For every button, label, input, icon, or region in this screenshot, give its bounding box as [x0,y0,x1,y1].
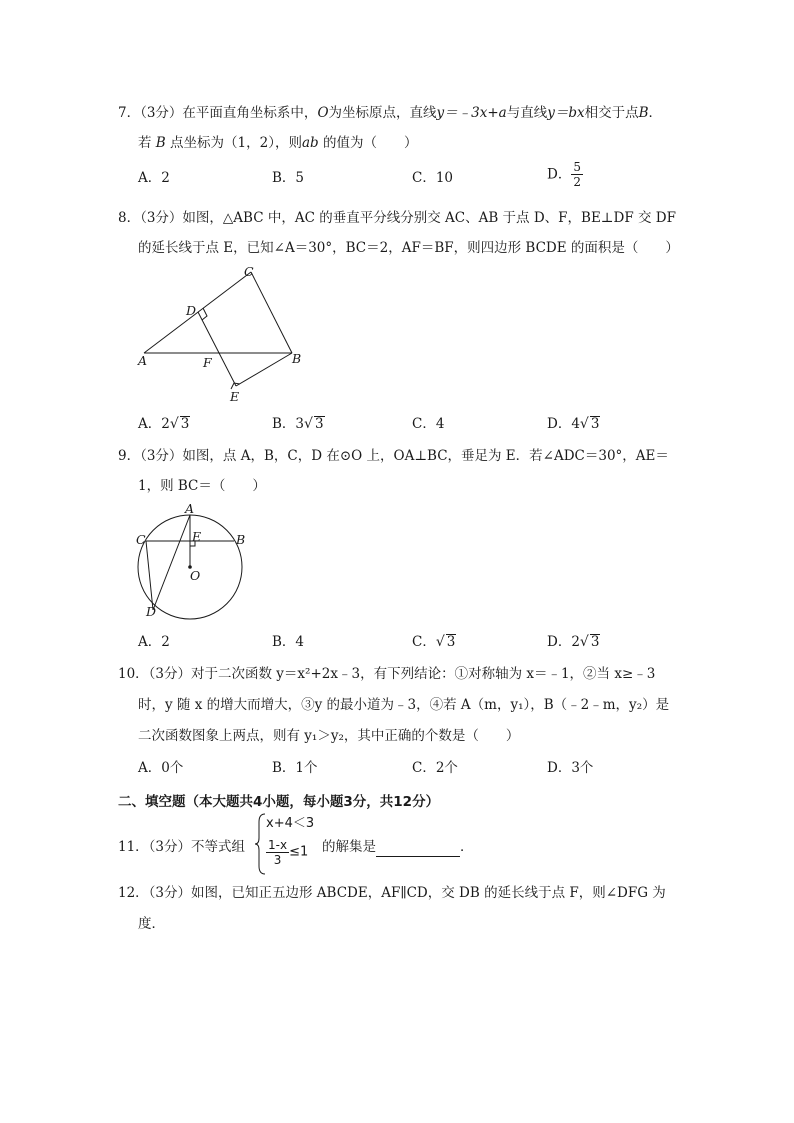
q12-line-2: 度． [138,916,165,932]
q8-figure [130,262,310,407]
q8-segment-de [198,312,236,386]
q9-option-c: C．√ 3 [412,634,456,650]
q7-line-2: 若 B 点坐标为（1，2），则ab 的值为（ ） [138,135,418,151]
q9-label-b: B [236,532,246,547]
q9-line-1: 9．（3分）如图，点 A，B，C，D 在⊙O 上，OA⊥BC，垂足为 E．若∠ADC＝30°，AE＝ [118,448,669,464]
q11-inequality-2: $\frac{1-x}{3}$ ≤1 [268,838,309,867]
q9-label-a: A [185,501,195,516]
q8-segment-ac [144,272,251,353]
q8-segment-be [236,353,292,386]
q7-option-c: C．10 [412,170,454,186]
q10-line-2: 时，y 随 x 的增大而增大，③y 的最小道为﹣3，④若 A（m，y₁），B（﹣2﹣m，y₂）是 [138,697,670,713]
q8-option-a: A．2√ 3 [138,416,190,432]
q9-label-c: C [136,532,146,547]
q11-prefix: 11．（3分）不等式组 [118,839,246,855]
q12-line-1: 12．（3分）如图，已知正五边形 ABCDE，AF∥CD，交 DB 的延长线于点 F，则∠DFG 为 [118,885,666,901]
q9-line-2: 1，则 BC＝（ ） [138,478,266,494]
q8-option-b: B．3√ 3 [272,416,324,432]
q7-option-b: B．5 [272,170,305,186]
q8-option-d: D．4√ 3 [547,416,600,432]
q9-option-d: D．2√ 3 [547,634,600,650]
q11-answer-blank[interactable] [376,842,460,857]
q9-figure [130,500,260,625]
q8-label-d: D [186,303,197,318]
q10-option-a: A．0个 [138,760,184,776]
q8-label-a: A [138,353,148,368]
q8-right-angle-d [202,308,207,320]
q11-suffix: 的解集是 ． [322,839,474,855]
q10-option-c: C．2个 [412,760,458,776]
q9-option-b: B．4 [272,634,305,650]
q8-option-c: C．4 [412,416,445,432]
q8-label-c: C [244,264,254,279]
q9-label-d: D [146,604,157,619]
q9-label-o: O [190,568,201,583]
q10-option-d: D．3个 [547,760,594,776]
section-2-heading: 二、填空题（本大题共4小题，每小题3分，共12分） [118,794,440,810]
q10-line-3: 二次函数图象上两点，则有 y₁＞y₂，其中正确的个数是（ ） [138,728,520,744]
q8-segment-bc [251,272,292,353]
q8-line-2: 的延长线于点 E，已知∠A＝30°，BC＝2，AF＝BF，则四边形 BCDE 的面积是（ ） [138,240,679,256]
q7-option-d-fraction: $\frac{5}{2}$ [573,160,581,189]
q7-option-a: A．2 [138,170,170,186]
q11-inequality-1: x+4＜3 [266,816,315,831]
q9-label-e: E [192,529,202,544]
q11-fraction: $\frac{1-x}{3}$ [268,838,288,867]
q10-option-b: B．1个 [272,760,318,776]
q9-segment-ad [153,515,190,610]
q8-label-b: B [292,351,302,366]
q7-line-1: 7．（3分）在平面直角坐标系中，O为坐标原点，直线y＝﹣3x+a与直线y＝bx相交于点B． [118,105,663,121]
q9-option-a: A．2 [138,634,170,650]
q8-label-e: E [230,389,240,404]
q7-option-d: D． $\frac{5}{2}$ [547,160,581,189]
q8-label-f: F [203,355,212,370]
q8-line-1: 8．（3分）如图，△ABC 中，AC 的垂直平分线分别交 AC、AB 于点 D、F，BE⊥DF 交 DF [118,210,676,226]
q10-line-1: 10．（3分）对于二次函数 y＝x²+2x﹣3，有下列结论：①对称轴为 x＝﹣1，②当 x≥﹣3 [118,666,656,682]
